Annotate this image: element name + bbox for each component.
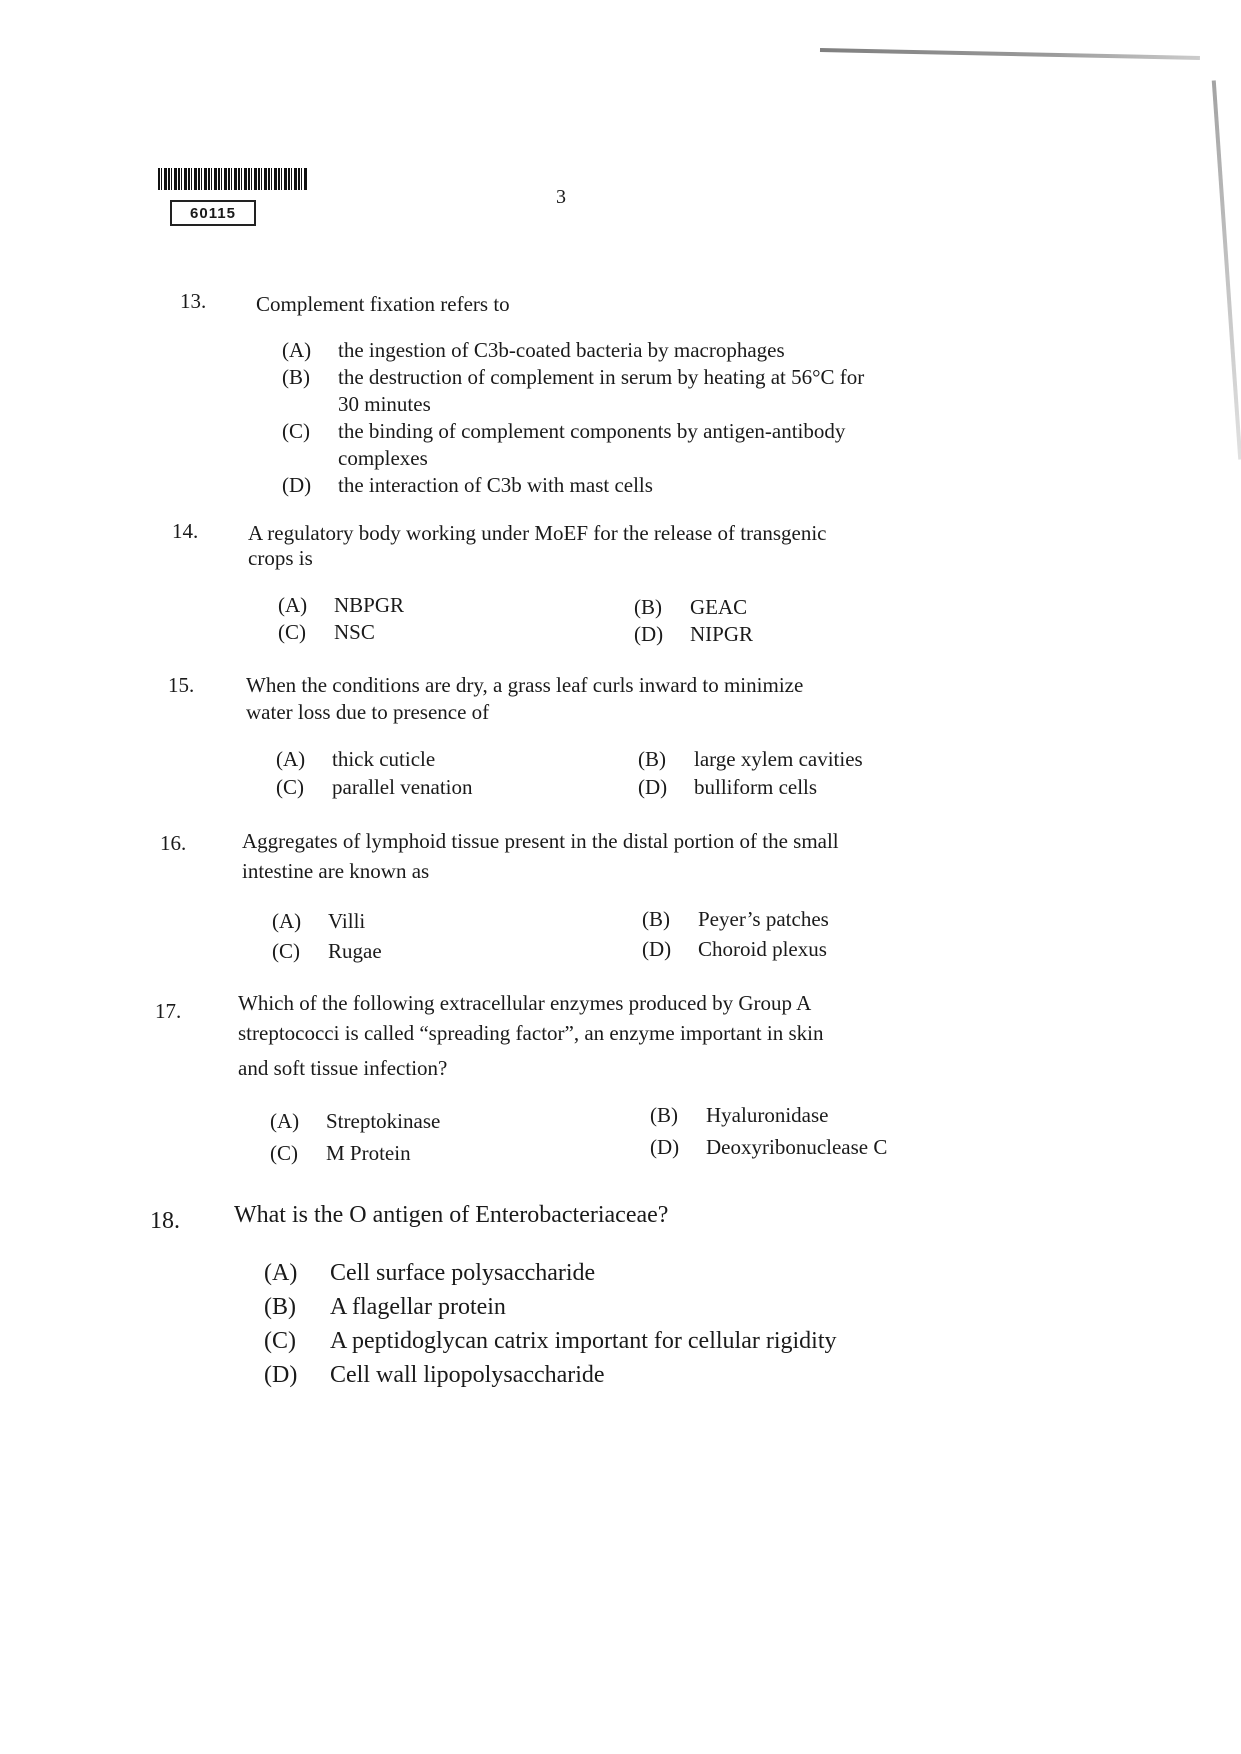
question-text: Which of the following extracellular enzymes produced by Group A bbox=[238, 991, 812, 1015]
question-text-cont: streptococci is called “spreading factor”, an enzyme important in skin bbox=[238, 1021, 824, 1045]
option-label: (A) bbox=[276, 747, 306, 771]
question-number: 15. bbox=[168, 673, 195, 697]
option-text: NIPGR bbox=[690, 622, 754, 646]
question-number: 13. bbox=[180, 289, 207, 313]
question-text: Complement fixation refers to bbox=[256, 292, 510, 316]
option-text: A flagellar protein bbox=[330, 1294, 506, 1320]
option-d[interactable] bbox=[650, 1134, 887, 1161]
option-label: (B) bbox=[634, 595, 662, 619]
option-text: the binding of complement components by antigen-antibody bbox=[338, 419, 846, 443]
page-number: 3 bbox=[556, 186, 566, 208]
option-label: (A) bbox=[282, 338, 312, 362]
option-a[interactable] bbox=[278, 592, 404, 619]
option-text: M Protein bbox=[326, 1141, 411, 1165]
option-label: (D) bbox=[264, 1362, 298, 1388]
option-text: Hyaluronidase bbox=[706, 1103, 829, 1127]
option-c[interactable] bbox=[270, 1140, 411, 1167]
option-b[interactable] bbox=[634, 594, 747, 621]
option-b[interactable] bbox=[638, 746, 863, 773]
option-text: thick cuticle bbox=[332, 747, 436, 771]
option-text: Cell wall lipopolysaccharide bbox=[330, 1362, 605, 1388]
option-label: (D) bbox=[638, 775, 668, 799]
option-label: (C) bbox=[282, 419, 310, 443]
option-d[interactable] bbox=[642, 936, 827, 963]
option-text: the ingestion of C3b-coated bacteria by macrophages bbox=[338, 338, 785, 362]
option-label: (D) bbox=[282, 473, 312, 497]
option-label: (C) bbox=[272, 939, 300, 963]
option-c[interactable] bbox=[264, 1324, 837, 1358]
options bbox=[282, 337, 864, 499]
option-text: the destruction of complement in serum by heating at 56°C for bbox=[338, 365, 865, 389]
scan-edge bbox=[1212, 80, 1241, 459]
option-a[interactable] bbox=[264, 1256, 595, 1290]
option-b-cont: 30 minutes bbox=[338, 392, 431, 416]
option-label: (A) bbox=[272, 909, 302, 933]
option-label: (C) bbox=[276, 775, 304, 799]
question-text-cont: and soft tissue infection? bbox=[238, 1056, 448, 1080]
option-b[interactable] bbox=[282, 364, 864, 391]
option-label: (D) bbox=[650, 1135, 680, 1159]
option-text: Rugae bbox=[328, 939, 382, 963]
option-label: (B) bbox=[650, 1103, 678, 1127]
option-c[interactable] bbox=[276, 774, 473, 801]
option-a[interactable] bbox=[272, 908, 365, 935]
question-number: 14. bbox=[172, 519, 199, 543]
option-d[interactable] bbox=[282, 472, 864, 499]
option-label: (D) bbox=[634, 622, 664, 646]
option-text: large xylem cavities bbox=[694, 747, 863, 771]
barcode-icon bbox=[158, 168, 308, 190]
option-text: Peyer’s patches bbox=[698, 907, 829, 931]
option-d[interactable] bbox=[634, 621, 753, 648]
option-text: Villi bbox=[328, 909, 366, 933]
question-text: A regulatory body working under MoEF for the release of transgenic bbox=[248, 521, 827, 545]
option-c-cont: complexes bbox=[338, 446, 428, 470]
option-text: the interaction of C3b with mast cells bbox=[338, 473, 653, 497]
option-label: (A) bbox=[278, 593, 308, 617]
question-text-cont: crops is bbox=[248, 546, 313, 570]
question-text-cont: intestine are known as bbox=[242, 859, 430, 883]
option-label: (C) bbox=[264, 1328, 296, 1354]
option-text: NBPGR bbox=[334, 593, 405, 617]
question-number: 16. bbox=[160, 831, 187, 855]
option-a[interactable] bbox=[276, 746, 435, 773]
option-d[interactable] bbox=[638, 774, 817, 801]
option-text: Streptokinase bbox=[326, 1109, 441, 1133]
option-c[interactable] bbox=[272, 938, 382, 965]
question-number: 17. bbox=[155, 999, 182, 1023]
option-d[interactable] bbox=[264, 1358, 605, 1392]
option-text: A peptidoglycan catrix important for cellular rigidity bbox=[330, 1328, 837, 1354]
option-label: (C) bbox=[278, 620, 306, 644]
option-label: (A) bbox=[270, 1109, 300, 1133]
option-label: (B) bbox=[638, 747, 666, 771]
option-a[interactable] bbox=[282, 337, 864, 364]
option-b[interactable] bbox=[264, 1290, 506, 1324]
option-label: (B) bbox=[282, 365, 310, 389]
paper-code: 60115 bbox=[170, 200, 256, 226]
option-label: (C) bbox=[270, 1141, 298, 1165]
option-text: Cell surface polysaccharide bbox=[330, 1260, 596, 1286]
option-text: GEAC bbox=[690, 595, 748, 619]
option-c[interactable] bbox=[278, 619, 375, 646]
option-b[interactable] bbox=[642, 906, 829, 933]
option-b[interactable] bbox=[650, 1102, 828, 1129]
question-text: Aggregates of lymphoid tissue present in the distal portion of the small bbox=[242, 829, 839, 853]
option-text: NSC bbox=[334, 620, 375, 644]
option-text: Deoxyribonuclease C bbox=[706, 1135, 888, 1159]
option-label: (D) bbox=[642, 937, 672, 961]
option-text: parallel venation bbox=[332, 775, 473, 799]
option-a[interactable] bbox=[270, 1108, 440, 1135]
question-text-cont: water loss due to presence of bbox=[246, 700, 490, 724]
question-number: 18. bbox=[150, 1208, 180, 1234]
option-label: (B) bbox=[642, 907, 670, 931]
option-label: (B) bbox=[264, 1294, 296, 1320]
option-text: bulliform cells bbox=[694, 775, 818, 799]
option-c[interactable] bbox=[282, 418, 864, 445]
option-text: Choroid plexus bbox=[698, 937, 827, 961]
question-text: What is the O antigen of Enterobacteriaceae? bbox=[234, 1202, 669, 1228]
scan-edge bbox=[820, 48, 1200, 60]
option-label: (A) bbox=[264, 1260, 298, 1286]
question-text: When the conditions are dry, a grass leaf curls inward to minimize bbox=[246, 673, 804, 697]
